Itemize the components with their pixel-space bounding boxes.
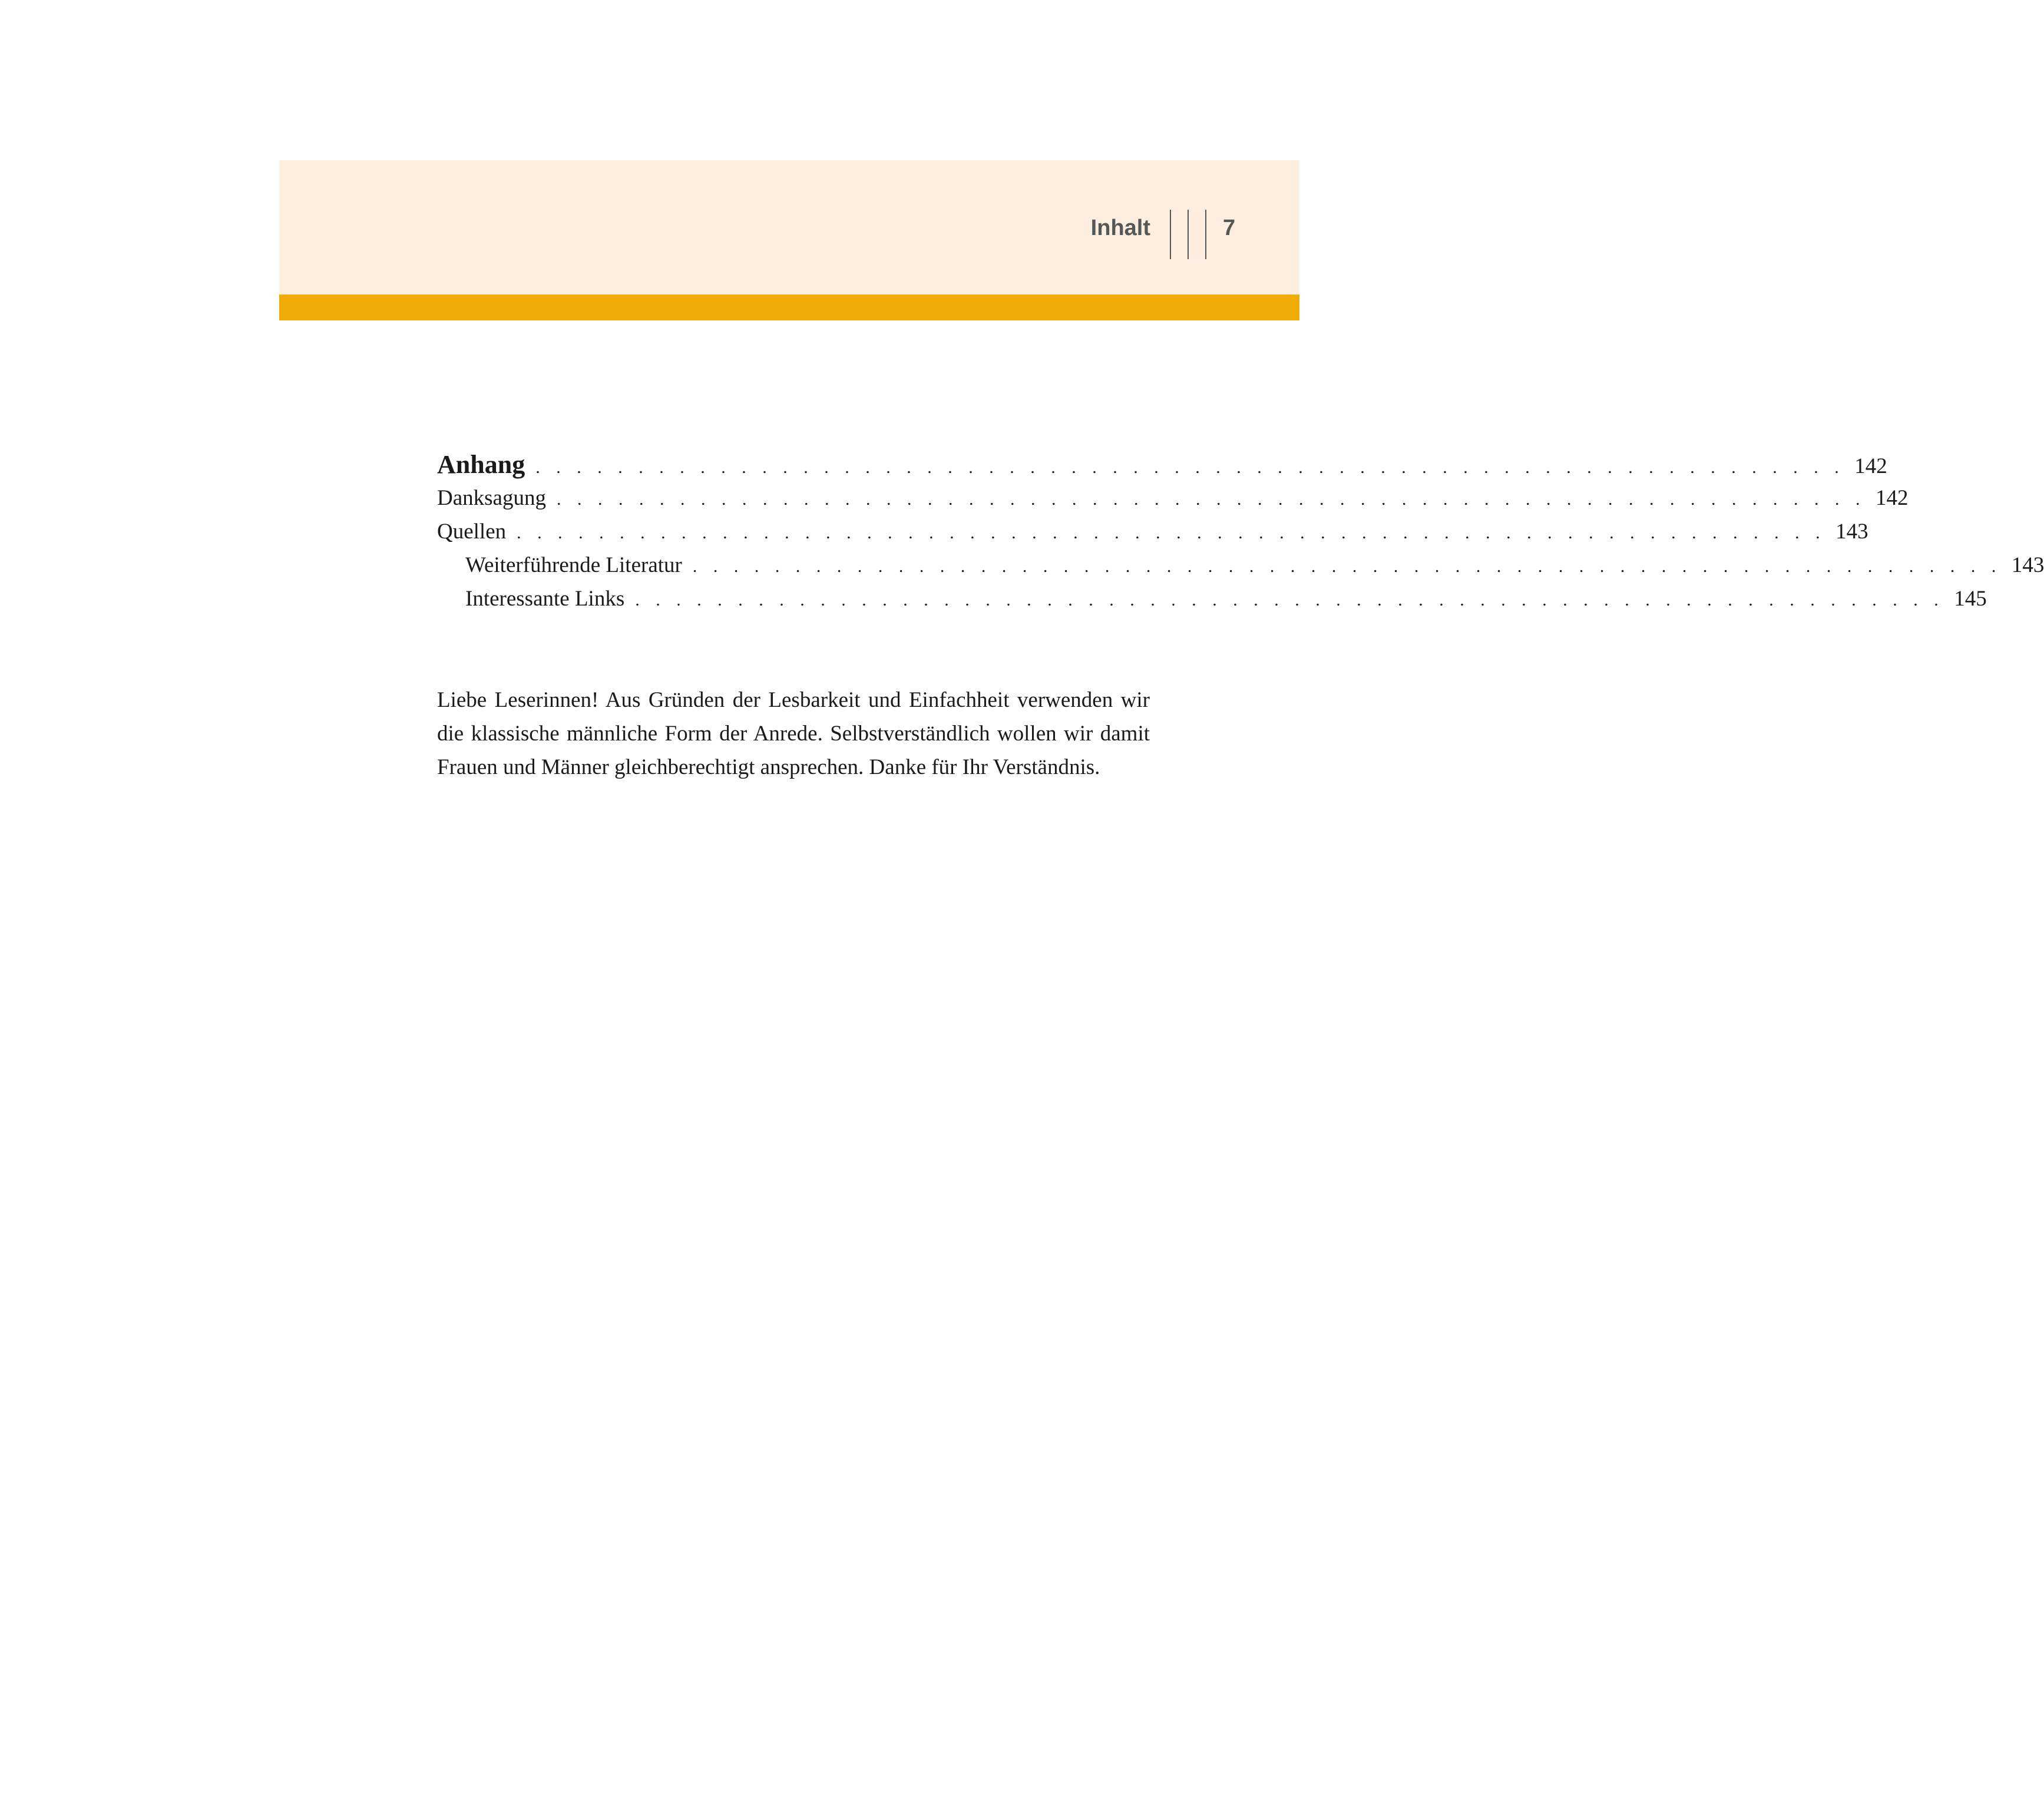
toc-dot-leader: . . . . . . . . . . . . . . . . . . . . . . . . . . . . . . . . . . . . . . . . . . . . . . . . . . . . . . . . . . . . . . . . [556, 489, 1866, 509]
toc-entry-weiterfuehrende-literatur[interactable] [437, 548, 2044, 582]
table-of-contents [437, 448, 2044, 616]
running-title: Inhalt [1090, 216, 1150, 240]
toc-dot-leader: . . . . . . . . . . . . . . . . . . . . . . . . . . . . . . . . . . . . . . . . . . . . . . . . . . . . . . . . . . . . . . . . [635, 590, 1944, 610]
reader-note: Liebe Leserinnen! Aus Gründen der Lesbarkeit und Einfachheit verwenden wir die klassische männliche Form der Anrede. Selbstverständlich wollen wir damit Frauen und Männer gleichberechtigt ansprechen. Danke für Ihr Verständnis. [437, 688, 1150, 779]
toc-entry-danksagung[interactable] [437, 481, 1909, 515]
toc-dot-leader: . . . . . . . . . . . . . . . . . . . . . . . . . . . . . . . . . . . . . . . . . . . . . . . . . . . . . . . . . . . . . . . . [692, 557, 2002, 576]
toc-label: Quellen [437, 520, 507, 544]
toc-page-number: 143 [2011, 553, 2044, 577]
header-accent-bar [279, 295, 1299, 320]
toc-label: Danksagung [437, 486, 546, 510]
toc-dot-leader: . . . . . . . . . . . . . . . . . . . . . . . . . . . . . . . . . . . . . . . . . . . . . . . . . . . . . . . . . . . . . . . . [517, 523, 1826, 543]
toc-dot-leader: . . . . . . . . . . . . . . . . . . . . . . . . . . . . . . . . . . . . . . . . . . . . . . . . . . . . . . . . . . . . . . . . [535, 458, 1845, 477]
toc-label: Interessante Links [465, 587, 625, 611]
header-rule [1170, 210, 1171, 259]
toc-page-number: 145 [1954, 587, 1987, 611]
toc-label: Weiterführende Literatur [465, 553, 682, 577]
page-number: 7 [1223, 216, 1236, 240]
toc-entry-anhang[interactable] [437, 448, 1887, 481]
toc-entry-quellen[interactable] [437, 515, 1868, 548]
toc-entry-interessante-links[interactable] [437, 582, 1987, 616]
header-rule [1188, 210, 1189, 259]
toc-page-number: 142 [1854, 454, 1887, 478]
toc-label: Anhang [437, 450, 525, 479]
header-rule [1205, 210, 1206, 259]
toc-page-number: 142 [1875, 486, 1909, 510]
toc-page-number: 143 [1835, 520, 1868, 544]
